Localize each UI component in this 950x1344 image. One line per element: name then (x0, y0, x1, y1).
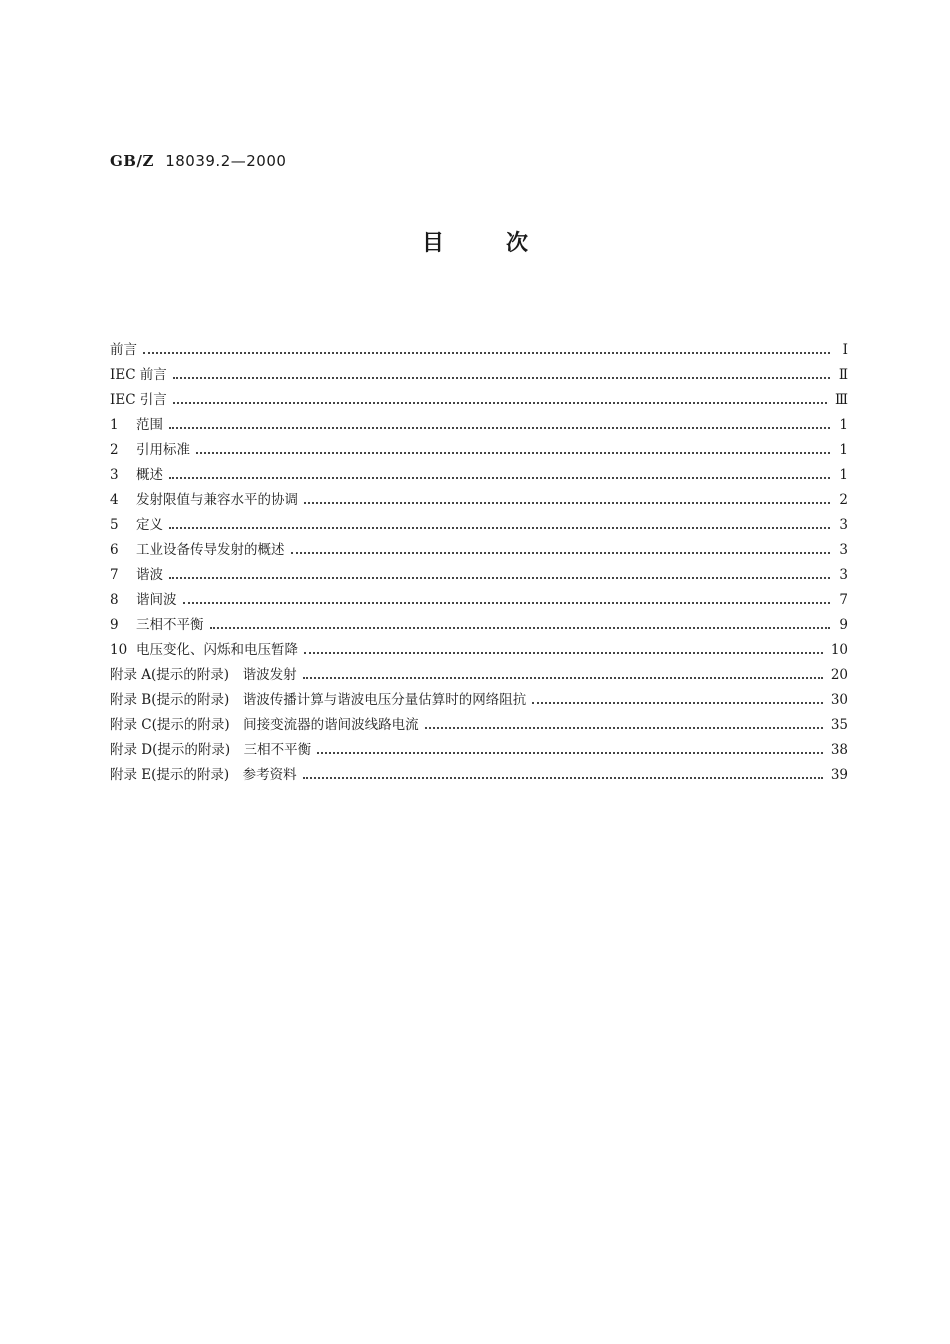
toc-dot-leader (169, 527, 830, 529)
toc-entry-label (110, 738, 317, 758)
toc-entry-label (110, 438, 196, 458)
toc-entry-text: 附录 B(提示的附录) 谐波传播计算与谐波电压分量估算时的网络阻抗 (110, 692, 527, 708)
toc-entry-text: 附录 D(提示的附录) 三相不平衡 (110, 742, 312, 758)
toc-entry-label (110, 388, 173, 408)
toc-entry[interactable] (110, 563, 848, 588)
toc-entry-page: 35 (830, 717, 848, 733)
standard-code (110, 152, 286, 170)
toc-entry-label (110, 588, 183, 608)
toc-dot-leader (304, 502, 830, 504)
toc-entry-page: Ⅲ (834, 392, 848, 408)
toc-entry-page: 7 (839, 592, 848, 608)
toc-entry-number: 10 (110, 642, 128, 658)
toc-entry[interactable] (110, 388, 848, 413)
toc-entry-label (110, 413, 169, 433)
toc-entry[interactable] (110, 688, 848, 713)
toc-entry-text: 谐间波 (136, 592, 177, 608)
toc-entry-label (110, 538, 291, 558)
toc-dot-leader (304, 652, 823, 654)
toc-entry[interactable] (110, 413, 848, 438)
toc-entry-number: 1 (110, 417, 119, 433)
toc-entry-label (110, 463, 169, 483)
toc-entry-page: 1 (839, 417, 848, 433)
toc-entry-page: 10 (830, 642, 848, 658)
toc-entry-page: 3 (839, 567, 848, 583)
toc-entry-page: 1 (839, 442, 848, 458)
toc-entry-page: 1 (839, 467, 848, 483)
toc-entry-label (110, 613, 210, 633)
toc-entry-number: 6 (110, 542, 119, 558)
toc-dot-leader (169, 577, 830, 579)
toc-entry-number: 2 (110, 442, 119, 458)
toc-entry-label (110, 338, 143, 358)
toc-dot-leader (425, 727, 823, 729)
toc-dot-leader (173, 402, 827, 404)
toc-entry-page: Ⅱ (838, 367, 848, 383)
page-title: 目次 (421, 231, 590, 256)
toc-entry-label (110, 663, 303, 683)
toc-dot-leader (183, 602, 831, 604)
toc-entry-label (110, 638, 304, 658)
toc-entry-page: 30 (830, 692, 848, 708)
toc-dot-leader (173, 377, 830, 379)
toc-dot-leader (196, 452, 830, 454)
toc-dot-leader (303, 777, 823, 779)
toc-entry-text: 定义 (136, 517, 163, 533)
toc-entry-label (110, 763, 303, 783)
toc-entry-number: 3 (110, 467, 119, 483)
toc-entry-page: I (842, 342, 848, 358)
toc-entry-text: 工业设备传导发射的概述 (136, 542, 285, 558)
toc-entry-text: 附录 A(提示的附录) 谐波发射 (110, 667, 297, 683)
toc-dot-leader (169, 427, 830, 429)
toc-entry-label (110, 363, 173, 383)
standard-prefix: GB/Z (110, 152, 154, 170)
toc-entry-text: 三相不平衡 (136, 617, 204, 633)
toc-entry-label (110, 513, 169, 533)
toc-entry-text: 范围 (136, 417, 163, 433)
toc-entry-number: 8 (110, 592, 119, 608)
toc-entry-text: IEC 引言 (110, 392, 167, 408)
toc-entry-page: 3 (839, 542, 848, 558)
table-of-contents (110, 338, 848, 788)
toc-entry[interactable] (110, 463, 848, 488)
toc-entry-page: 20 (830, 667, 848, 683)
toc-entry[interactable] (110, 588, 848, 613)
toc-entry[interactable] (110, 763, 848, 788)
toc-entry-text: 引用标准 (136, 442, 190, 458)
toc-entry-page: 9 (839, 617, 848, 633)
toc-entry[interactable] (110, 613, 848, 638)
toc-entry[interactable] (110, 363, 848, 388)
toc-entry[interactable] (110, 338, 848, 363)
toc-dot-leader (303, 677, 823, 679)
toc-entry-text: 概述 (136, 467, 163, 483)
toc-entry-number: 9 (110, 617, 119, 633)
toc-entry[interactable] (110, 488, 848, 513)
toc-dot-leader (317, 752, 823, 754)
toc-entry[interactable] (110, 713, 848, 738)
toc-entry-text: 电压变化、闪烁和电压暂降 (136, 642, 298, 658)
toc-entry-page: 38 (830, 742, 848, 758)
toc-entry[interactable] (110, 638, 848, 663)
toc-entry[interactable] (110, 738, 848, 763)
toc-dot-leader (210, 627, 831, 629)
toc-entry-text: 发射限值与兼容水平的协调 (136, 492, 298, 508)
toc-dot-leader (143, 352, 830, 354)
toc-entry[interactable] (110, 513, 848, 538)
toc-entry-number: 5 (110, 517, 119, 533)
toc-entry[interactable] (110, 663, 848, 688)
toc-entry-page: 39 (830, 767, 848, 783)
toc-entry-number: 7 (110, 567, 119, 583)
toc-entry-text: 附录 C(提示的附录) 间接变流器的谐间波线路电流 (110, 717, 419, 733)
toc-entry-label (110, 688, 532, 708)
toc-dot-leader (532, 702, 823, 704)
toc-entry[interactable] (110, 438, 848, 463)
toc-entry-page: 2 (839, 492, 848, 508)
toc-entry-label (110, 488, 304, 508)
toc-dot-leader (169, 477, 830, 479)
standard-number: 18039.2—2000 (165, 152, 287, 170)
toc-entry-text: IEC 前言 (110, 367, 167, 383)
toc-dot-leader (291, 552, 831, 554)
toc-entry-label (110, 563, 169, 583)
toc-entry-text: 附录 E(提示的附录) 参考资料 (110, 767, 297, 783)
toc-entry-text: 前言 (110, 342, 137, 358)
toc-entry[interactable] (110, 538, 848, 563)
toc-entry-text: 谐波 (136, 567, 163, 583)
toc-entry-label (110, 713, 425, 733)
toc-entry-page: 3 (839, 517, 848, 533)
toc-entry-number: 4 (110, 492, 119, 508)
